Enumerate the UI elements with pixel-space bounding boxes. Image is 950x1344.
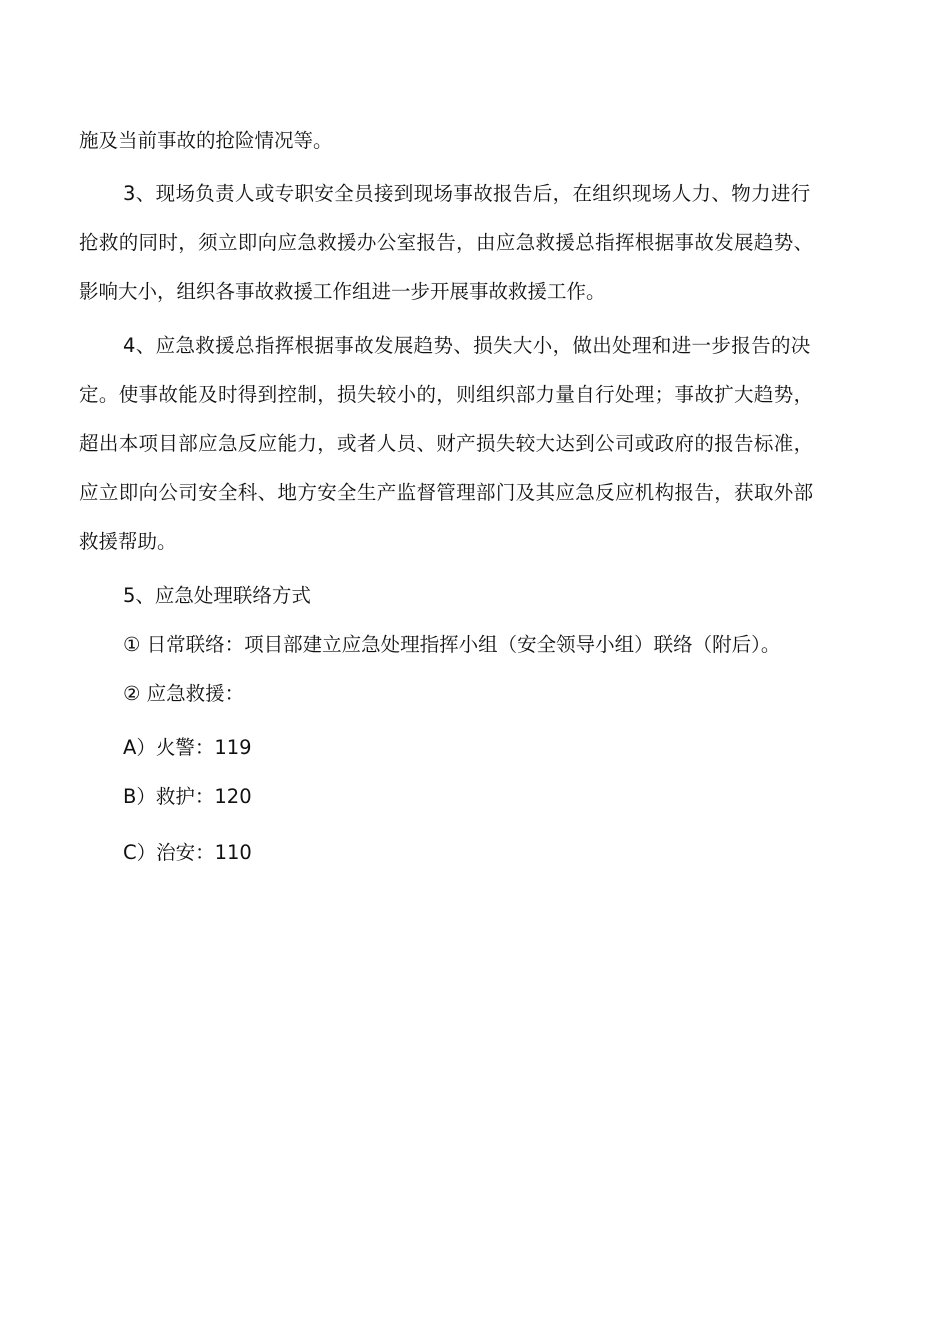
paragraph-4-line-1: 4、应急救援总指挥根据事故发展趋势、损失大小，做出处理和进一步报告的决: [123, 334, 811, 357]
fire-alarm-number: A）火警：119: [123, 736, 252, 759]
paragraph-4-line-2: 定。使事故能及时得到控制，损失较小的，则组织部力量自行处理；事故扩大趋势，: [79, 383, 814, 406]
paragraph-3-line-1: 3、现场负责人或专职安全员接到现场事故报告后，在组织现场人力、物力进行: [123, 182, 811, 205]
paragraph-4-line-3: 超出本项目部应急反应能力，或者人员、财产损失较大达到公司或政府的报告标准，: [79, 432, 814, 455]
paragraph-3-line-2: 抢救的同时，须立即向应急救援办公室报告，由应急救援总指挥根据事故发展趋势、: [79, 231, 814, 254]
paragraph-4-line-4: 应立即向公司安全科、地方安全生产监督管理部门及其应急反应机构报告，获取外部: [79, 481, 814, 504]
police-number: C）治安：110: [123, 841, 252, 864]
section-5-heading: 5、应急处理联络方式: [123, 584, 311, 607]
paragraph-3-line-3: 影响大小，组织各事故救援工作组进一步开展事故救援工作。: [79, 280, 606, 303]
daily-contact-item: ① 日常联络：项目部建立应急处理指挥小组（安全领导小组）联络（附后）。: [123, 633, 781, 656]
ambulance-number: B）救护：120: [123, 785, 252, 808]
emergency-rescue-item: ② 应急救援：: [123, 682, 245, 705]
paragraph-2-continuation: 施及当前事故的抢险情况等。: [79, 129, 333, 152]
paragraph-4-line-5: 救援帮助。: [79, 530, 177, 553]
